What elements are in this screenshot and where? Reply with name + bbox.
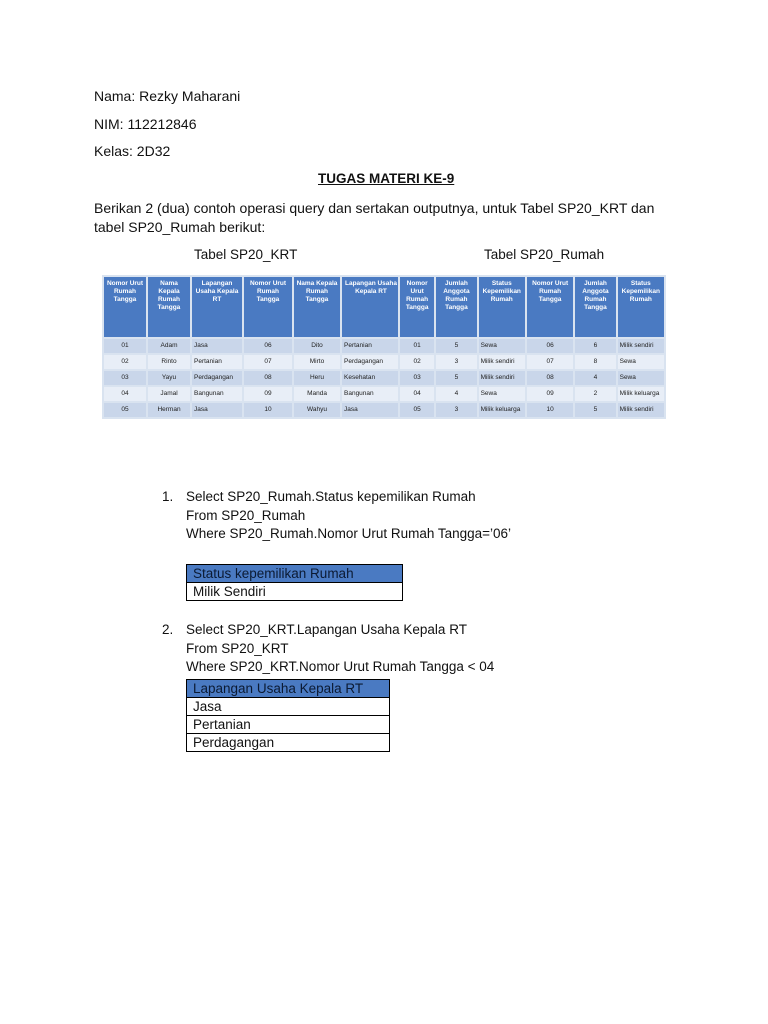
query-1-number: 1. bbox=[162, 489, 174, 504]
table-cell: 10 bbox=[244, 403, 292, 417]
table-cell: Perdagangan bbox=[192, 371, 242, 385]
table-cell: 08 bbox=[527, 371, 573, 385]
table-cell: 01 bbox=[400, 339, 434, 353]
table-cell: Milik keluarga bbox=[479, 403, 525, 417]
output-table-2 bbox=[186, 679, 390, 752]
table-cell: Rinto bbox=[148, 355, 190, 369]
table-cell: Milik keluarga bbox=[618, 387, 664, 401]
table-cell: Jamal bbox=[148, 387, 190, 401]
column-header: Nomor Urut Rumah Tangga bbox=[244, 277, 292, 337]
query-2-select: Select SP20_KRT.Lapangan Usaha Kepala RT bbox=[186, 622, 467, 637]
table-cell: 05 bbox=[400, 403, 434, 417]
table-cell: Heru bbox=[294, 371, 340, 385]
output-2-row: Perdagangan bbox=[187, 734, 390, 752]
table-cell: Yayu bbox=[148, 371, 190, 385]
table-row bbox=[104, 371, 400, 385]
table-cell: 04 bbox=[400, 387, 434, 401]
table-cell: 3 bbox=[436, 403, 476, 417]
table-row bbox=[400, 371, 664, 385]
table-row bbox=[400, 355, 664, 369]
table-cell: 08 bbox=[244, 371, 292, 385]
table-row bbox=[104, 403, 400, 417]
query-2-number: 2. bbox=[162, 622, 174, 637]
table-cell: 04 bbox=[104, 387, 146, 401]
table-cell: 07 bbox=[527, 355, 573, 369]
table-cell: Wahyu bbox=[294, 403, 340, 417]
table-cell: 5 bbox=[436, 371, 476, 385]
table-cell: Sewa bbox=[479, 339, 525, 353]
table-row bbox=[400, 339, 664, 353]
table-cell: 3 bbox=[436, 355, 476, 369]
table-cell: Sewa bbox=[618, 355, 664, 369]
table-cell: 8 bbox=[575, 355, 615, 369]
column-header: Lapangan Usaha Kepala RT bbox=[342, 277, 400, 337]
table-row bbox=[104, 387, 400, 401]
table-sp20-krt bbox=[102, 275, 402, 419]
table-cell: 05 bbox=[104, 403, 146, 417]
query-2-from: From SP20_KRT bbox=[186, 640, 289, 656]
caption-krt: Tabel SP20_KRT bbox=[194, 247, 298, 262]
column-header: Jumlah Anggota Rumah Tangga bbox=[575, 277, 615, 337]
table-cell: 09 bbox=[244, 387, 292, 401]
table-cell: 02 bbox=[400, 355, 434, 369]
output-2-row: Jasa bbox=[187, 698, 390, 716]
table-row bbox=[104, 339, 400, 353]
table-cell: 5 bbox=[575, 403, 615, 417]
table-cell: 03 bbox=[104, 371, 146, 385]
column-header: Status Kepemilikan Rumah bbox=[479, 277, 525, 337]
table-cell: Pertanian bbox=[192, 355, 242, 369]
table-cell: Bangunan bbox=[342, 387, 400, 401]
column-header: Nomor Urut Rumah Tangga bbox=[400, 277, 434, 337]
query-2-where: Where SP20_KRT.Nomor Urut Rumah Tangga < 04 bbox=[186, 659, 495, 674]
table-cell: Pertanian bbox=[342, 339, 400, 353]
query-2 bbox=[162, 621, 582, 681]
table-cell: Mirto bbox=[294, 355, 340, 369]
table-cell: Jasa bbox=[192, 403, 242, 417]
column-header: Nomor Urut Rumah Tangga bbox=[527, 277, 573, 337]
column-header: Jumlah Anggota Rumah Tangga bbox=[436, 277, 476, 337]
table-cell: Milik sendiri bbox=[479, 371, 525, 385]
table-cell: 10 bbox=[527, 403, 573, 417]
table-cell: Milik sendiri bbox=[618, 339, 664, 353]
table-cell: 07 bbox=[244, 355, 292, 369]
table-cell: 06 bbox=[244, 339, 292, 353]
output-1-header: Status kepemilikan Rumah bbox=[187, 565, 403, 583]
table-cell: Milik sendiri bbox=[479, 355, 525, 369]
table-cell: Sewa bbox=[479, 387, 525, 401]
output-2-header: Lapangan Usaha Kepala RT bbox=[187, 680, 390, 698]
student-nim: NIM: 112212846 bbox=[94, 116, 197, 132]
output-1-row: Milik Sendiri bbox=[187, 583, 403, 601]
table-cell: 6 bbox=[575, 339, 615, 353]
table-cell: 03 bbox=[400, 371, 434, 385]
table-cell: Milik sendiri bbox=[618, 403, 664, 417]
output-2-row: Pertanian bbox=[187, 716, 390, 734]
table-cell: Manda bbox=[294, 387, 340, 401]
student-class: Kelas: 2D32 bbox=[94, 143, 171, 159]
column-header: Nama Kepala Rumah Tangga bbox=[294, 277, 340, 337]
table-cell: Bangunan bbox=[192, 387, 242, 401]
table-cell: Herman bbox=[148, 403, 190, 417]
table-cell: Dito bbox=[294, 339, 340, 353]
assignment-title: TUGAS MATERI KE-9 bbox=[318, 171, 455, 186]
query-1-where: Where SP20_Rumah.Nomor Urut Rumah Tangga=’06’ bbox=[186, 526, 512, 541]
table-row bbox=[400, 403, 664, 417]
table-cell: 02 bbox=[104, 355, 146, 369]
table-cell: Jasa bbox=[342, 403, 400, 417]
column-header: Nama Kepala Rumah Tangga bbox=[148, 277, 190, 337]
table-cell: Perdagangan bbox=[342, 355, 400, 369]
table-cell: 2 bbox=[575, 387, 615, 401]
table-cell: 4 bbox=[436, 387, 476, 401]
table-cell: Sewa bbox=[618, 371, 664, 385]
table-sp20-rumah bbox=[398, 275, 666, 419]
column-header: Nomor Urut Rumah Tangga bbox=[104, 277, 146, 337]
table-cell: 4 bbox=[575, 371, 615, 385]
query-1 bbox=[162, 488, 582, 548]
table-cell: 06 bbox=[527, 339, 573, 353]
table-cell: Kesehatan bbox=[342, 371, 400, 385]
output-table-1 bbox=[186, 564, 403, 601]
instruction-paragraph: Berikan 2 (dua) contoh operasi query dan sertakan outputnya, untuk Tabel SP20_KRT dan tabel SP20_Rumah berikut: bbox=[94, 200, 655, 235]
column-header: Status Kepemilikan Rumah bbox=[618, 277, 664, 337]
table-cell: 5 bbox=[436, 339, 476, 353]
caption-rumah: Tabel SP20_Rumah bbox=[484, 247, 605, 262]
table-row bbox=[104, 355, 400, 369]
column-header: Lapangan Usaha Kepala RT bbox=[192, 277, 242, 337]
query-1-select: Select SP20_Rumah.Status kepemilikan Rumah bbox=[186, 489, 476, 504]
query-1-from: From SP20_Rumah bbox=[186, 507, 306, 523]
student-name: Nama: Rezky Maharani bbox=[94, 88, 241, 104]
table-cell: 09 bbox=[527, 387, 573, 401]
table-cell: Jasa bbox=[192, 339, 242, 353]
table-cell: Adam bbox=[148, 339, 190, 353]
table-cell: 01 bbox=[104, 339, 146, 353]
table-row bbox=[400, 387, 664, 401]
